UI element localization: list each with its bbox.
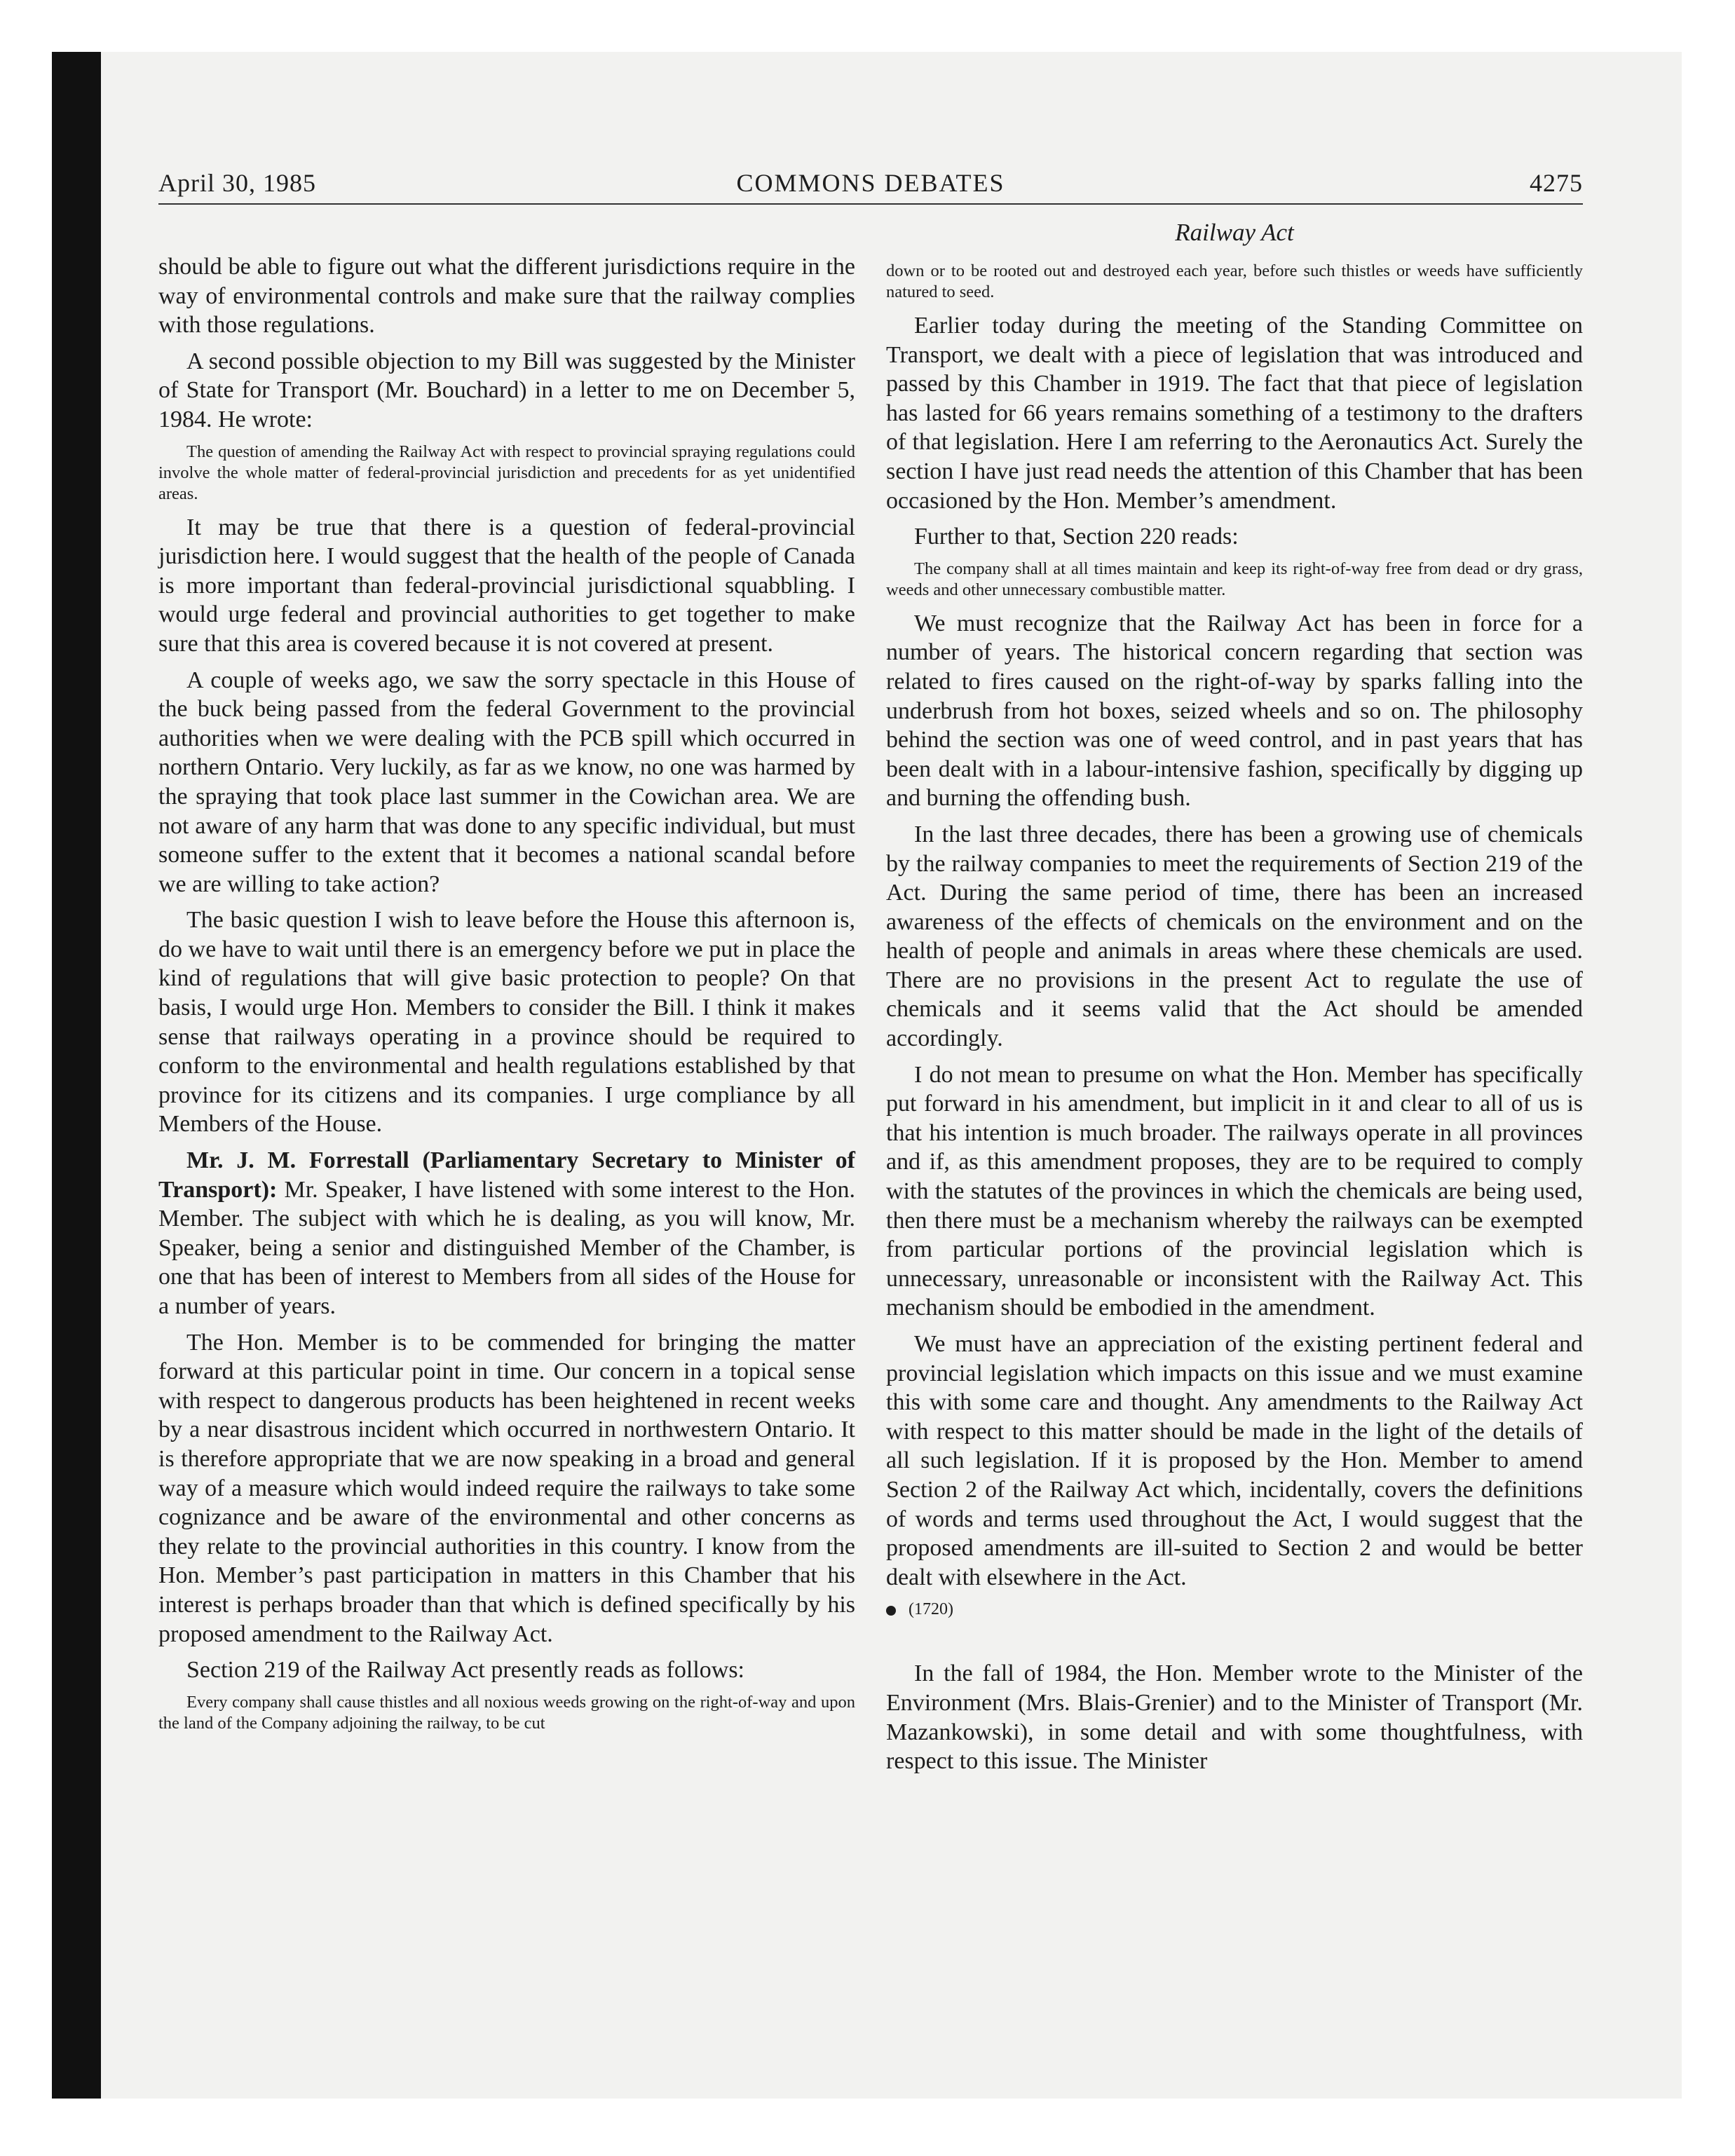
- paragraph: The basic question I wish to leave before the House this afternoon is, do we have to wait until there is an emergency before we put in place the kind of regulations that will give basic protection to people? On that basis, I would urge Hon. Members to consider the Bill. I think it makes sense that railways operating in a province should be required to conform to the environmental and health regulations established by that province for its citizens and its companies. I urge compliance by all Members of the House.: [158, 907, 855, 1138]
- paragraph: Section 219 of the Railway Act presently reads as follows:: [186, 1657, 744, 1684]
- speaker-paragraph: [158, 1146, 855, 1321]
- header-date: April 30, 1985: [158, 169, 316, 197]
- paragraph: I do not mean to presume on what the Hon. Member has specifically put forward in his amendment, but implicit in it and clear to all of us is that his intention is much broader. The railways operate in all provinces and if, as this amendment proposes, they are to be required to comply with the statutes of the provinces in which the chemicals are being used, then there must be a mechanism whereby the railways can be exempted from particular portions of the provincial legislation which is unnecessary, unreasonable or inconsistent with the Railway Act. This mechanism should be embodied in the amendment.: [886, 1061, 1583, 1321]
- binding-edge: [52, 52, 101, 2099]
- bullet-icon: [886, 1606, 896, 1616]
- paragraph: A second possible objection to my Bill was suggested by the Minister of State for Transport (Mr. Bouchard) in a letter to me on December 5, 1984. He wrote:: [158, 348, 855, 432]
- block-quote: Every company shall cause thistles and all noxious weeds growing on the right-of-way and upon the land of the Company adjoining the railway, to be cut: [158, 1692, 855, 1733]
- block-quote-continued: down or to be rooted out and destroyed each year, before such thistles or weeds have sufficiently natured to seed.: [886, 261, 1583, 301]
- paragraph: We must recognize that the Railway Act has been in force for a number of years. The historical concern regarding that section was related to fires caused on the right-of-way by sparks falling into the underbrush from hot boxes, seized wheels and so on. The philosophy behind the section was one of weed control, and in past years that has been dealt with in a labour-intensive fashion, specifically by digging up and burning the offending bush.: [886, 610, 1583, 812]
- speaker-text: Mr. Speaker, I have listened with some interest to the Hon. Member. The subject with which he is dealing, as you will know, Mr. Speaker, being a senior and distinguished Member of the Chamber, is one that has been of interest to Members from all sides of the House for a number of years.: [158, 1176, 856, 1319]
- header-publication-title: COMMONS DEBATES: [736, 169, 1005, 197]
- left-column: [158, 252, 855, 1742]
- page-header: [158, 163, 1583, 205]
- header-page-number: 4275: [1530, 169, 1583, 197]
- paragraph: In the fall of 1984, the Hon. Member wrote to the Minister of the Environment (Mrs. Blais-Grenier) and to the Minister of Transport (Mr. Mazankowski), in some detail and with some thoughtfulness, with respect to this issue. The Minister: [886, 1660, 1583, 1775]
- timestamp-marker: [886, 1599, 1583, 1620]
- paragraph: We must have an appreciation of the existing pertinent federal and provincial legislation which impacts on this issue and we must examine this with some care and thought. Any amendments to the Railway Act with respect to this matter should be made in the light of the details of all such legislation. If it is proposed by the Hon. Member to amend Section 2 of the Railway Act which, incidentally, covers the definitions of words and terms used throughout the Act, I would suggest that the proposed amendments are ill-suited to Section 2 and would be better dealt with elsewhere in the Act.: [886, 1331, 1583, 1590]
- block-quote: The company shall at all times maintain and keep its right-of-way free from dead or dry grass, weeds and other unnecessary combustible matter.: [886, 559, 1583, 599]
- paragraph: should be able to figure out what the different jurisdictions require in the way of environmental controls and make sure that the railway complies with those regulations.: [158, 254, 855, 339]
- paragraph: It may be true that there is a question of federal-provincial jurisdiction here. I would suggest that the health of the people of Canada is more important than federal-provincial jurisdictional squabbling. I would urge federal and provincial authorities to get together to make sure that this area is covered because it is not covered at present.: [158, 514, 855, 657]
- running-head: Railway Act: [1175, 219, 1294, 246]
- paragraph: A couple of weeks ago, we saw the sorry spectacle in this House of the buck being passed from the federal Government to the provincial authorities when we were dealing with the PCB spill which occurred in northern Ontario. Very luckily, as far as we know, no one was harmed by the spraying that took place last summer in the Cowichan area. We are not aware of any harm that was done to any specific individual, but must someone suffer to the extent that it becomes a national scandal before we are willing to take action?: [158, 667, 855, 897]
- block-quote: The question of amending the Railway Act with respect to provincial spraying regulations could involve the whole matter of federal-provincial jurisdiction and precedents for as yet unidentified areas.: [158, 442, 855, 503]
- paragraph: The Hon. Member is to be commended for bringing the matter forward at this particular point in time. Our concern in a topical sense with respect to dangerous products has been heightened in recent weeks by a near disastrous incident which occurred in northwestern Ontario. It is therefore appropriate that we are now speaking in a broad and general way of a measure which would indeed require the railways to take some cognizance and be aware of the environmental and other concerns as they relate to the provincial authorities in this country. I know from the Hon. Member’s past participation in matters in this Chamber that his interest is perhaps broader than that which is defined specifically by his proposed amendment to the Railway Act.: [158, 1329, 855, 1647]
- right-column: [886, 258, 1583, 1783]
- speaker-name: Mr. J. M. Forrestall (Parliamentary Secretary to Minister of Transport):: [158, 1147, 855, 1203]
- paragraph: In the last three decades, there has been a growing use of chemicals by the railway companies to meet the requirements of Section 219 of the Act. During the same period of time, there has been an increased awareness of the effects of chemicals on the environment and on the health of people and animals in areas where these chemicals are used. There are no provisions in the present Act to regulate the use of chemicals and it seems valid that the Act should be amended accordingly.: [886, 821, 1583, 1052]
- paragraph: Earlier today during the meeting of the Standing Committee on Transport, we dealt with a piece of legislation that was introduced and passed by this Chamber in 1919. The fact that that piece of legislation has lasted for 66 years remains something of a testimony to the drafters of that legislation. Here I am referring to the Aeronautics Act. Surely the section I have just read needs the attention of this Chamber that has been occasioned by the Hon. Member’s amendment.: [886, 313, 1583, 514]
- timestamp: (1720): [909, 1600, 953, 1619]
- paragraph: Further to that, Section 220 reads:: [914, 524, 1239, 550]
